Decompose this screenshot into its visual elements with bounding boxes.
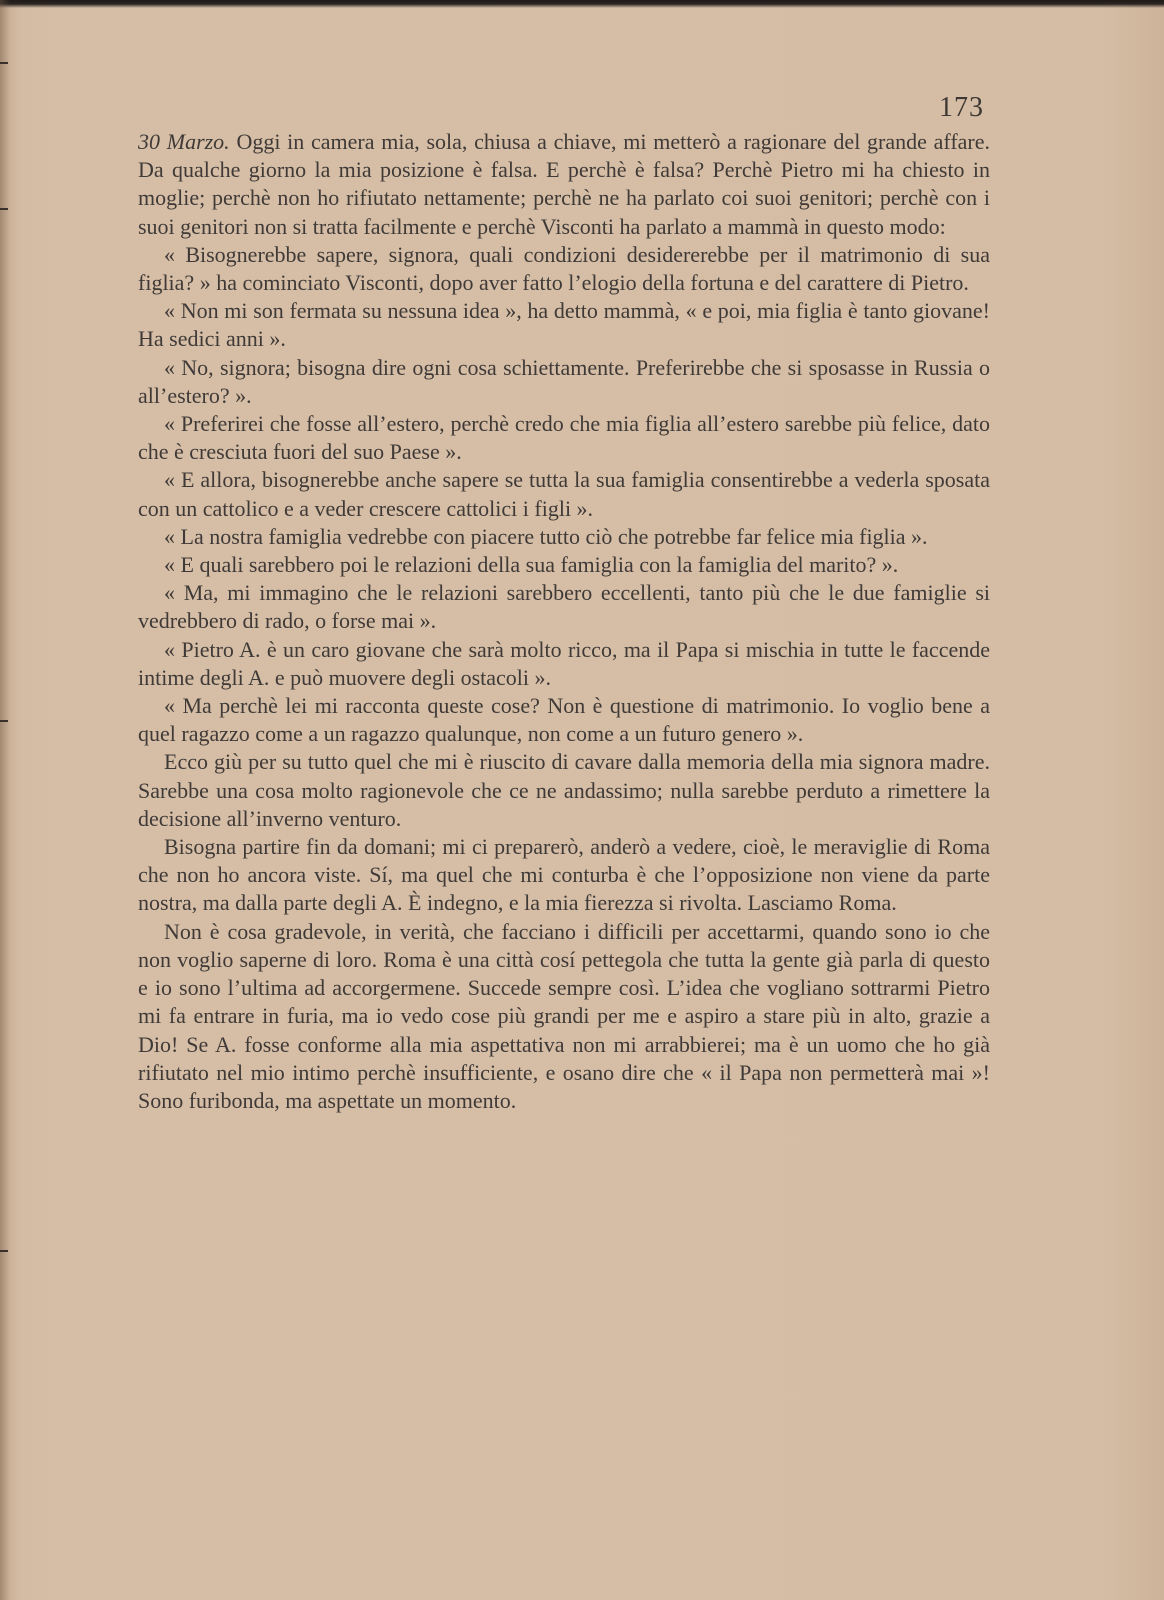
entry-date: 30 Marzo. <box>138 129 230 154</box>
margin-mark <box>0 62 8 64</box>
paragraph: « Ma, mi immagino che le relazioni sarebbero eccellenti, tanto più che le due famiglie si vedrebbero di rado, o forse mai ». <box>138 580 990 634</box>
paragraph: « Bisognerebbe sapere, signora, quali condizioni desidererebbe per il matrimonio di sua figlia? » ha cominciato Visconti, dopo aver fatto l’elogio della fortuna e del carattere di Pietro. <box>138 241 990 296</box>
paragraph: « Pietro A. è un caro giovane che sarà molto ricco, ma il Papa si mischia in tutte le faccende intime degli A. e può muovere degli ostacoli ». <box>138 636 990 690</box>
paragraph-text: Oggi in camera mia, sola, chiusa a chiave, mi metterò a ragionare del grande affare. Da qualche giorno la mia posizione è falsa. E perchè è falsa? Perchè Pietro mi ha chiesto in moglie; perchè non ho rifiutato nettamente; perchè ne ha parlato coi suoi genitori; perchè con i suoi genitori non si tratta facilmente e perchè Visconti ha parlato a mammà in questo modo: <box>138 129 991 239</box>
paragraph: « E allora, bisognerebbe anche sapere se tutta la sua famiglia consentirebbe a vederla sposata con un cattolico e a veder crescere cattolici i figli ». <box>138 467 990 521</box>
page-number: 173 <box>939 92 984 123</box>
page-top-edge <box>0 0 1164 8</box>
paragraph <box>138 128 990 241</box>
paragraph: « E quali sarebbero poi le relazioni della sua famiglia con la famiglia del marito? ». <box>164 552 899 578</box>
paragraph: « Non mi son fermata su nessuna idea », ha detto mammà, « e poi, mia figlia è tanto giovane! Ha sedici anni ». <box>138 298 990 352</box>
paragraph: Bisogna partire fin da domani; mi ci preparerò, anderò a vedere, cioè, le meraviglie di Roma che non ho ancora viste. Sí, ma quel che mi conturba è che l’opposizione non viene da parte nostra, ma dalla parte degli A. È indegno, e la mia fierezza si rivolta. Lasciamo Roma. <box>138 834 990 916</box>
margin-mark <box>0 1250 8 1252</box>
paragraph: « No, signora; bisogna dire ogni cosa schiettamente. Preferirebbe che si sposasse in Russia o all’estero? ». <box>138 354 990 408</box>
paragraph: Ecco giù per su tutto quel che mi è riuscito di cavare dalla memoria della mia signora madre. Sarebbe una cosa molto ragionevole che ce ne andassimo; nulla sarebbe perduto a rimettere la decisione all’inverno venturo. <box>138 749 990 831</box>
paragraph: « Preferirei che fosse all’estero, perchè credo che mia figlia all’estero sarebbe più felice, dato che è cresciuta fuori del suo Paese ». <box>138 411 990 465</box>
margin-mark <box>0 208 8 210</box>
paragraph: « Ma perchè lei mi racconta queste cose? Non è questione di matrimonio. Io voglio bene a quel ragazzo come a un ragazzo qualunque, non come a un futuro genero ». <box>138 693 990 747</box>
body-text <box>138 128 990 1115</box>
paragraph: Non è cosa gradevole, in verità, che facciano i difficili per accettarmi, quando sono io che non voglio saperne di loro. Roma è una città cosí pettegola che tutta la gente già parla di questo e io sono l’ultima ad accorgermene. Succede sempre così. L’idea che vogliano sottrarmi Pietro mi fa entrare in furia, ma io vedo cose più grandi per me e aspiro a stare più in alto, grazie a Dio! Se A. fosse conforme alla mia aspettativa non mi arrabbierei; ma è un uomo che ho già rifiutato nel mio intimo perchè insufficiente, e osano dire che « il Papa non permetterà mai »! Sono furibonda, ma aspettate un momento. <box>138 918 990 1113</box>
binding-shadow <box>0 0 10 1600</box>
margin-mark <box>0 720 8 722</box>
paragraph: « La nostra famiglia vedrebbe con piacere tutto ciò che potrebbe far felice mia figlia ». <box>164 523 928 549</box>
